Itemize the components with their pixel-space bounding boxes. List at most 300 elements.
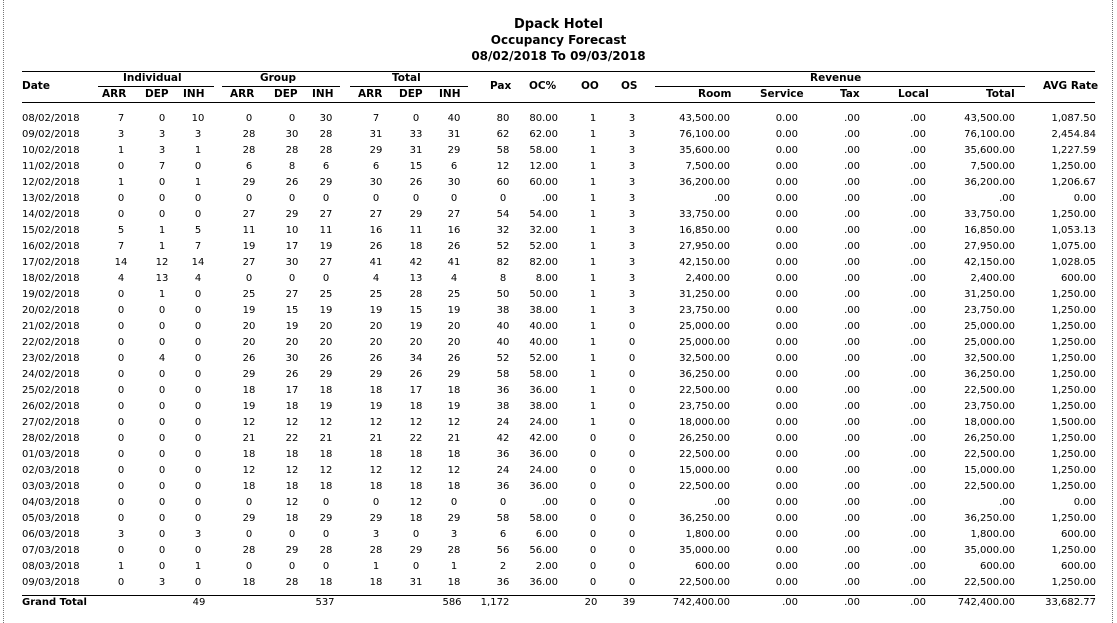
- cell-tot-dep: 18: [409, 401, 423, 412]
- cell-service: 0.00: [775, 241, 798, 252]
- cell-date: 22/02/2018: [22, 337, 80, 348]
- header-grp-arr: ARR: [230, 88, 255, 100]
- cell-occ: 52.00: [529, 353, 558, 364]
- cell-total: 18,000.00: [964, 417, 1015, 428]
- header-date: Date: [22, 80, 50, 92]
- report-period: 08/02/2018 To 09/03/2018: [471, 49, 646, 63]
- header-top-rule: [22, 71, 1095, 72]
- cell-tot-dep: 33: [409, 129, 423, 140]
- cell-tot-dep: 11: [409, 225, 423, 236]
- cell-ind-inh: 0: [194, 305, 202, 316]
- cell-room: 22,500.00: [679, 385, 730, 396]
- cell-ind-dep: 0: [158, 449, 166, 460]
- cell-total: 7,500.00: [970, 161, 1015, 172]
- cell-total: 25,000.00: [964, 337, 1015, 348]
- cell-pax: 0: [499, 193, 507, 204]
- cell-pax: 42: [496, 433, 510, 444]
- cell-occ: 36.00: [529, 577, 558, 588]
- cell-oo: 1: [589, 401, 597, 412]
- cell-tot-dep: 0: [412, 561, 420, 572]
- cell-tax: .00: [844, 257, 860, 268]
- cell-occ: 62.00: [529, 129, 558, 140]
- cell-tax: .00: [844, 529, 860, 540]
- cell-ind-inh: 1: [194, 561, 202, 572]
- cell-date: 13/02/2018: [22, 193, 80, 204]
- cell-total: 22,500.00: [964, 449, 1015, 460]
- cell-room: 36,250.00: [679, 369, 730, 380]
- header-oo: OO: [581, 80, 599, 92]
- cell-oo: 0: [589, 481, 597, 492]
- cell-room: .00: [714, 193, 730, 204]
- cell-grp-arr: 0: [245, 273, 253, 284]
- cell-tot-inh: 31: [447, 129, 461, 140]
- cell-date: 23/02/2018: [22, 353, 80, 364]
- cell-grp-inh: 20: [319, 337, 333, 348]
- cell-tot-inh: 18: [447, 577, 461, 588]
- cell-ind-inh: 0: [194, 369, 202, 380]
- header-occ: OC%: [529, 80, 557, 92]
- cell-avg-rate: 1,087.50: [1051, 113, 1096, 124]
- cell-os: 0: [628, 433, 636, 444]
- cell-tax: .00: [844, 449, 860, 460]
- cell-grp-inh: 25: [319, 289, 333, 300]
- cell-tax: .00: [844, 289, 860, 300]
- cell-total: 42,150.00: [964, 257, 1015, 268]
- cell-os: 0: [628, 337, 636, 348]
- header-revenue: Revenue: [810, 72, 862, 84]
- cell-grp-dep: 30: [285, 257, 299, 268]
- cell-oo: 1: [589, 417, 597, 428]
- cell-ind-dep: 0: [158, 305, 166, 316]
- cell-grp-arr: 27: [242, 209, 256, 220]
- cell-room: 18,000.00: [679, 417, 730, 428]
- cell-occ: 38.00: [529, 305, 558, 316]
- cell-service: 0.00: [775, 561, 798, 572]
- cell-total: 36,250.00: [964, 369, 1015, 380]
- cell-tax: .00: [844, 209, 860, 220]
- header-avg-rate: AVG Rate: [1043, 80, 1099, 92]
- cell-pax: 12: [496, 161, 510, 172]
- cell-room: 600.00: [695, 561, 730, 572]
- cell-local: .00: [910, 145, 926, 156]
- cell-service: 0.00: [775, 129, 798, 140]
- cell-ind-dep: 1: [158, 289, 166, 300]
- cell-os: 3: [628, 273, 636, 284]
- cell-tot-arr: 18: [369, 577, 383, 588]
- cell-date: 07/03/2018: [22, 545, 80, 556]
- cell-tot-inh: 6: [450, 161, 458, 172]
- cell-room: .00: [714, 497, 730, 508]
- cell-ind-inh: 0: [194, 545, 202, 556]
- cell-ind-dep: 0: [158, 193, 166, 204]
- cell-tot-arr: 12: [369, 465, 383, 476]
- cell-avg-rate: 1,250.00: [1051, 577, 1096, 588]
- cell-avg-rate: 1,250.00: [1051, 305, 1096, 316]
- cell-tot-dep: 15: [409, 305, 423, 316]
- cell-oo: 1: [589, 113, 597, 124]
- cell-grp-arr: 11: [242, 225, 256, 236]
- cell-tot-dep: 0: [412, 193, 420, 204]
- cell-ind-arr: 3: [117, 529, 125, 540]
- cell-ind-dep: 1: [158, 225, 166, 236]
- cell-oo: 1: [589, 273, 597, 284]
- cell-local: .00: [910, 209, 926, 220]
- cell-ind-arr: 0: [117, 193, 125, 204]
- cell-tot-dep: 19: [409, 321, 423, 332]
- cell-grp-dep: 0: [288, 273, 296, 284]
- cell-ind-inh: 0: [194, 353, 202, 364]
- cell-room: 35,600.00: [679, 145, 730, 156]
- cell-grp-arr: 6: [245, 161, 253, 172]
- cell-avg-rate: 600.00: [1061, 561, 1096, 572]
- cell-grp-arr: 18: [242, 449, 256, 460]
- cell-tot-arr: 26: [369, 353, 383, 364]
- cell-local: .00: [910, 273, 926, 284]
- cell-local: .00: [910, 241, 926, 252]
- cell-service: 0.00: [775, 513, 798, 524]
- cell-avg-rate: 2,454.84: [1051, 129, 1096, 140]
- cell-tot-inh: 29: [447, 513, 461, 524]
- cell-tot-arr: 29: [369, 145, 383, 156]
- cell-grp-inh: 27: [319, 209, 333, 220]
- cell-local: .00: [910, 257, 926, 268]
- cell-tot-inh: 20: [447, 321, 461, 332]
- cell-tot-inh: 18: [447, 449, 461, 460]
- cell-avg-rate: 1,227.59: [1051, 145, 1096, 156]
- cell-oo: 0: [589, 545, 597, 556]
- cell-service: 0.00: [775, 433, 798, 444]
- header-group: Group: [260, 72, 297, 84]
- cell-ind-dep: 13: [155, 273, 169, 284]
- cell-local: .00: [910, 193, 926, 204]
- cell-total: 33,750.00: [964, 209, 1015, 220]
- cell-oo: 1: [589, 193, 597, 204]
- cell-tax: .00: [844, 545, 860, 556]
- cell-local: .00: [910, 529, 926, 540]
- cell-os: 0: [628, 369, 636, 380]
- cell-ind-inh: 0: [194, 497, 202, 508]
- cell-oo: 0: [589, 561, 597, 572]
- cell-tot-arr: 20: [369, 337, 383, 348]
- cell-service: 0.00: [775, 449, 798, 460]
- cell-local: .00: [910, 545, 926, 556]
- cell-tot-dep: 29: [409, 209, 423, 220]
- cell-tot-dep: 0: [412, 529, 420, 540]
- cell-tot-dep: 15: [409, 161, 423, 172]
- cell-total: 23,750.00: [964, 305, 1015, 316]
- cell-tot-inh: 19: [447, 305, 461, 316]
- cell-tax: .00: [844, 129, 860, 140]
- cell-tot-inh: 27: [447, 209, 461, 220]
- cell-pax: 50: [496, 289, 510, 300]
- cell-ind-dep: 0: [158, 481, 166, 492]
- cell-grp-dep: 0: [288, 561, 296, 572]
- cell-grp-inh: 28: [319, 129, 333, 140]
- cell-tax: .00: [844, 433, 860, 444]
- cell-local: .00: [910, 289, 926, 300]
- cell-occ: 8.00: [535, 273, 558, 284]
- cell-os: 3: [628, 145, 636, 156]
- cell-date: 04/03/2018: [22, 497, 80, 508]
- cell-tax: .00: [844, 385, 860, 396]
- cell-room: 76,100.00: [679, 129, 730, 140]
- cell-room: 25,000.00: [679, 321, 730, 332]
- cell-room: 43,500.00: [679, 113, 730, 124]
- cell-ind-arr: 7: [117, 241, 125, 252]
- cell-occ: 12.00: [529, 161, 558, 172]
- cell-grp-inh: 19: [319, 241, 333, 252]
- cell-oo: 1: [589, 385, 597, 396]
- header-ind-arr: ARR: [102, 88, 127, 100]
- cell-tax: .00: [844, 193, 860, 204]
- cell-ind-arr: 0: [117, 513, 125, 524]
- cell-grp-dep: 27: [285, 289, 299, 300]
- cell-tot-inh: 26: [447, 353, 461, 364]
- cell-tot-dep: 12: [409, 497, 423, 508]
- grand-total-pax: 1,172: [480, 597, 510, 608]
- cell-tot-inh: 18: [447, 385, 461, 396]
- cell-tot-arr: 6: [372, 161, 380, 172]
- cell-pax: 60: [496, 177, 510, 188]
- cell-ind-dep: 0: [158, 497, 166, 508]
- cell-ind-arr: 0: [117, 161, 125, 172]
- cell-ind-arr: 0: [117, 337, 125, 348]
- cell-local: .00: [910, 305, 926, 316]
- cell-local: .00: [910, 481, 926, 492]
- cell-os: 3: [628, 177, 636, 188]
- cell-tot-arr: 3: [372, 529, 380, 540]
- cell-oo: 1: [589, 353, 597, 364]
- header-bottom-rule: [22, 102, 1095, 103]
- cell-oo: 0: [589, 513, 597, 524]
- cell-grp-inh: 0: [322, 273, 330, 284]
- cell-tax: .00: [844, 273, 860, 284]
- cell-room: 22,500.00: [679, 481, 730, 492]
- cell-service: 0.00: [775, 289, 798, 300]
- cell-avg-rate: 1,028.05: [1051, 257, 1096, 268]
- header-rev-total: Total: [986, 88, 1015, 100]
- cell-tot-arr: 19: [369, 401, 383, 412]
- cell-room: 33,750.00: [679, 209, 730, 220]
- cell-oo: 0: [589, 433, 597, 444]
- cell-pax: 0: [499, 497, 507, 508]
- cell-ind-inh: 3: [194, 129, 202, 140]
- cell-tot-dep: 31: [409, 145, 423, 156]
- cell-grp-arr: 0: [245, 497, 253, 508]
- cell-occ: 42.00: [529, 433, 558, 444]
- cell-grp-dep: 17: [285, 241, 299, 252]
- cell-pax: 36: [496, 577, 510, 588]
- cell-tax: .00: [844, 369, 860, 380]
- grand-total-ind-inh: 49: [192, 597, 206, 608]
- cell-grp-arr: 21: [242, 433, 256, 444]
- cell-avg-rate: 600.00: [1061, 529, 1096, 540]
- grand-total-avg-rate: 33,682.77: [1045, 597, 1096, 608]
- cell-tot-arr: 1: [372, 561, 380, 572]
- cell-date: 08/02/2018: [22, 113, 80, 124]
- cell-oo: 0: [589, 449, 597, 460]
- cell-tot-inh: 16: [447, 225, 461, 236]
- cell-service: 0.00: [775, 369, 798, 380]
- cell-tot-arr: 28: [369, 545, 383, 556]
- cell-grp-inh: 30: [319, 113, 333, 124]
- cell-pax: 58: [496, 145, 510, 156]
- cell-occ: 82.00: [529, 257, 558, 268]
- cell-grp-inh: 20: [319, 321, 333, 332]
- cell-tot-inh: 0: [450, 193, 458, 204]
- cell-grp-inh: 18: [319, 577, 333, 588]
- cell-oo: 1: [589, 337, 597, 348]
- cell-ind-inh: 0: [194, 449, 202, 460]
- cell-grp-dep: 15: [285, 305, 299, 316]
- hotel-name: Dpack Hotel: [513, 17, 604, 32]
- cell-tax: .00: [844, 177, 860, 188]
- cell-avg-rate: 1,250.00: [1051, 289, 1096, 300]
- cell-local: .00: [910, 129, 926, 140]
- cell-tot-arr: 0: [372, 193, 380, 204]
- cell-occ: 52.00: [529, 241, 558, 252]
- cell-date: 14/02/2018: [22, 209, 80, 220]
- cell-ind-dep: 7: [158, 161, 166, 172]
- cell-ind-arr: 1: [117, 145, 125, 156]
- cell-service: 0.00: [775, 161, 798, 172]
- cell-tax: .00: [844, 161, 860, 172]
- cell-date: 03/03/2018: [22, 481, 80, 492]
- cell-tax: .00: [844, 465, 860, 476]
- cell-room: 15,000.00: [679, 465, 730, 476]
- report-title: Occupancy Forecast: [490, 33, 627, 47]
- cell-oo: 1: [589, 161, 597, 172]
- cell-local: .00: [910, 417, 926, 428]
- cell-ind-arr: 0: [117, 401, 125, 412]
- cell-tax: .00: [844, 481, 860, 492]
- header-tot-arr: ARR: [358, 88, 383, 100]
- cell-grp-arr: 19: [242, 241, 256, 252]
- cell-os: 0: [628, 401, 636, 412]
- cell-tax: .00: [844, 145, 860, 156]
- grand-total-tax: .00: [844, 597, 860, 608]
- cell-local: .00: [910, 561, 926, 572]
- cell-date: 02/03/2018: [22, 465, 80, 476]
- cell-date: 06/03/2018: [22, 529, 80, 540]
- cell-service: 0.00: [775, 497, 798, 508]
- cell-total: 31,250.00: [964, 289, 1015, 300]
- cell-os: 3: [628, 129, 636, 140]
- header-os: OS: [621, 80, 638, 92]
- cell-grp-arr: 0: [245, 193, 253, 204]
- cell-pax: 24: [496, 417, 510, 428]
- cell-date: 20/02/2018: [22, 305, 80, 316]
- cell-service: 0.00: [775, 577, 798, 588]
- cell-local: .00: [910, 353, 926, 364]
- cell-tot-arr: 0: [372, 497, 380, 508]
- cell-service: 0.00: [775, 529, 798, 540]
- cell-pax: 32: [496, 225, 510, 236]
- cell-date: 08/03/2018: [22, 561, 80, 572]
- cell-grp-dep: 18: [285, 513, 299, 524]
- cell-ind-dep: 3: [158, 577, 166, 588]
- cell-grp-arr: 20: [242, 321, 256, 332]
- cell-oo: 1: [589, 177, 597, 188]
- cell-grp-inh: 28: [319, 545, 333, 556]
- cell-service: 0.00: [775, 465, 798, 476]
- cell-os: 0: [628, 385, 636, 396]
- header-room: Room: [698, 88, 732, 100]
- group-underline: [222, 86, 340, 87]
- cell-ind-arr: 0: [117, 321, 125, 332]
- cell-tax: .00: [844, 225, 860, 236]
- cell-tot-arr: 41: [369, 257, 383, 268]
- cell-date: 09/03/2018: [22, 577, 80, 588]
- cell-room: 23,750.00: [679, 401, 730, 412]
- cell-grp-dep: 10: [285, 225, 299, 236]
- cell-ind-dep: 0: [158, 401, 166, 412]
- cell-total: 35,000.00: [964, 545, 1015, 556]
- cell-ind-dep: 0: [158, 369, 166, 380]
- cell-grp-arr: 29: [242, 369, 256, 380]
- cell-date: 01/03/2018: [22, 449, 80, 460]
- cell-tot-inh: 12: [447, 417, 461, 428]
- cell-grp-arr: 29: [242, 177, 256, 188]
- cell-tot-arr: 18: [369, 481, 383, 492]
- cell-tot-dep: 13: [409, 273, 423, 284]
- cell-grp-dep: 26: [285, 369, 299, 380]
- cell-occ: 24.00: [529, 417, 558, 428]
- cell-tot-arr: 20: [369, 321, 383, 332]
- cell-date: 05/03/2018: [22, 513, 80, 524]
- cell-service: 0.00: [775, 113, 798, 124]
- cell-occ: 58.00: [529, 513, 558, 524]
- cell-ind-inh: 10: [191, 113, 205, 124]
- cell-grp-inh: 18: [319, 385, 333, 396]
- header-ind-dep: DEP: [145, 88, 169, 100]
- cell-os: 0: [628, 545, 636, 556]
- cell-local: .00: [910, 113, 926, 124]
- cell-local: .00: [910, 337, 926, 348]
- cell-local: .00: [910, 577, 926, 588]
- cell-service: 0.00: [775, 177, 798, 188]
- cell-ind-arr: 0: [117, 481, 125, 492]
- cell-grp-arr: 28: [242, 545, 256, 556]
- cell-tot-dep: 20: [409, 337, 423, 348]
- cell-ind-dep: 0: [158, 433, 166, 444]
- cell-occ: 40.00: [529, 337, 558, 348]
- revenue-underline: [655, 86, 1025, 87]
- cell-local: .00: [910, 513, 926, 524]
- total-underline: [350, 86, 468, 87]
- cell-room: 22,500.00: [679, 449, 730, 460]
- cell-ind-inh: 0: [194, 417, 202, 428]
- cell-avg-rate: 1,206.67: [1051, 177, 1096, 188]
- cell-local: .00: [910, 401, 926, 412]
- cell-tot-dep: 18: [409, 449, 423, 460]
- cell-ind-arr: 5: [117, 225, 125, 236]
- cell-grp-dep: 28: [285, 145, 299, 156]
- cell-oo: 0: [589, 497, 597, 508]
- cell-avg-rate: 1,250.00: [1051, 161, 1096, 172]
- cell-date: 09/02/2018: [22, 129, 80, 140]
- cell-ind-dep: 12: [155, 257, 169, 268]
- grand-total-total: 742,400.00: [957, 597, 1015, 608]
- cell-os: 3: [628, 209, 636, 220]
- cell-local: .00: [910, 433, 926, 444]
- cell-os: 0: [628, 465, 636, 476]
- cell-grp-arr: 18: [242, 481, 256, 492]
- cell-ind-arr: 0: [117, 545, 125, 556]
- cell-grp-dep: 18: [285, 481, 299, 492]
- cell-local: .00: [910, 225, 926, 236]
- cell-grp-inh: 11: [319, 225, 333, 236]
